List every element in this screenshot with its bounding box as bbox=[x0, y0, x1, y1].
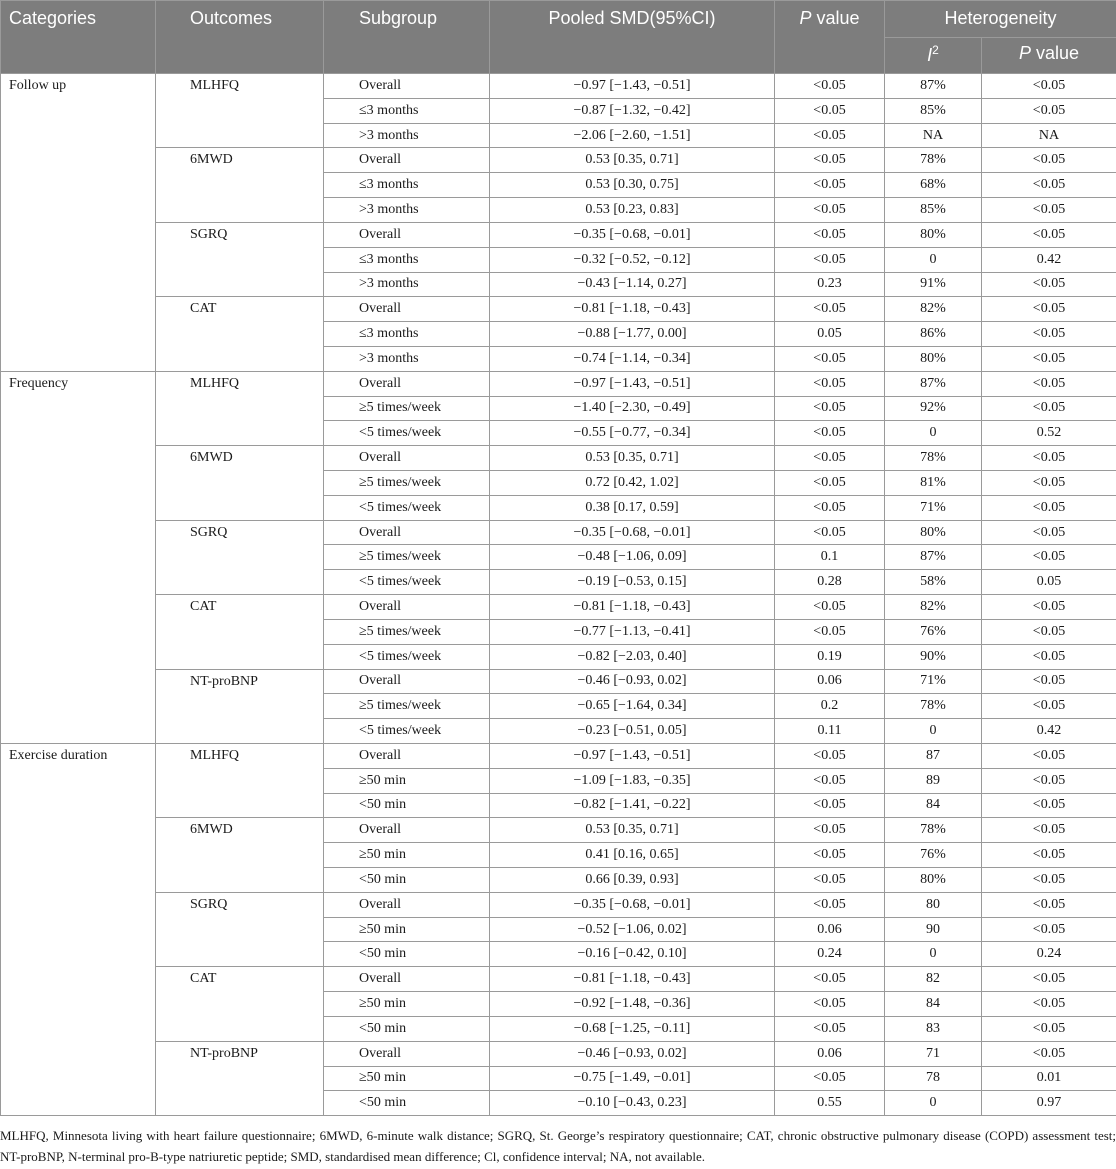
cell-pooled-smd: 0.53 [0.35, 0.71] bbox=[490, 148, 775, 173]
cell-i2: 84 bbox=[885, 992, 982, 1017]
cell-pooled-smd: −0.81 [−1.18, −0.43] bbox=[490, 967, 775, 992]
cell-i2: 71 bbox=[885, 1041, 982, 1066]
cell-pooled-smd: 0.72 [0.42, 1.02] bbox=[490, 471, 775, 496]
cell-het-p-value: <0.05 bbox=[982, 694, 1116, 719]
cell-het-p-value: 0.42 bbox=[982, 247, 1116, 272]
cell-p-value: <0.05 bbox=[775, 595, 885, 620]
cell-outcome: SGRQ bbox=[156, 892, 324, 966]
cell-i2: 0 bbox=[885, 247, 982, 272]
cell-subgroup: ≥50 min bbox=[324, 768, 490, 793]
cell-p-value: <0.05 bbox=[775, 198, 885, 223]
cell-subgroup: ≤3 months bbox=[324, 98, 490, 123]
cell-pooled-smd: −0.82 [−1.41, −0.22] bbox=[490, 793, 775, 818]
cell-pooled-smd: −0.46 [−0.93, 0.02] bbox=[490, 669, 775, 694]
cell-het-p-value: <0.05 bbox=[982, 545, 1116, 570]
cell-het-p-value: <0.05 bbox=[982, 1041, 1116, 1066]
cell-subgroup: <50 min bbox=[324, 1016, 490, 1041]
cell-het-p-value: <0.05 bbox=[982, 471, 1116, 496]
cell-p-value: <0.05 bbox=[775, 992, 885, 1017]
cell-p-value: <0.05 bbox=[775, 74, 885, 99]
cell-pooled-smd: −0.35 [−0.68, −0.01] bbox=[490, 892, 775, 917]
cell-i2: 84 bbox=[885, 793, 982, 818]
cell-outcome: MLHFQ bbox=[156, 371, 324, 445]
cell-category: Exercise duration bbox=[1, 743, 156, 1115]
table-row bbox=[1, 818, 1116, 843]
cell-het-p-value: <0.05 bbox=[982, 495, 1116, 520]
cell-pooled-smd: −0.55 [−0.77, −0.34] bbox=[490, 421, 775, 446]
table-row bbox=[1, 148, 1116, 173]
cell-pooled-smd: −0.81 [−1.18, −0.43] bbox=[490, 595, 775, 620]
cell-outcome: MLHFQ bbox=[156, 743, 324, 817]
cell-subgroup: ≤3 months bbox=[324, 322, 490, 347]
cell-i2: 90 bbox=[885, 917, 982, 942]
cell-pooled-smd: −0.87 [−1.32, −0.42] bbox=[490, 98, 775, 123]
cell-pooled-smd: 0.53 [0.30, 0.75] bbox=[490, 173, 775, 198]
p-rest: value bbox=[811, 8, 860, 28]
cell-i2: 78% bbox=[885, 694, 982, 719]
cell-p-value: <0.05 bbox=[775, 222, 885, 247]
cell-het-p-value: <0.05 bbox=[982, 297, 1116, 322]
cell-subgroup: ≥5 times/week bbox=[324, 396, 490, 421]
cell-i2: 89 bbox=[885, 768, 982, 793]
cell-pooled-smd: −0.16 [−0.42, 0.10] bbox=[490, 942, 775, 967]
cell-i2: 78% bbox=[885, 818, 982, 843]
cell-p-value: <0.05 bbox=[775, 148, 885, 173]
cell-outcome: 6MWD bbox=[156, 818, 324, 892]
cell-i2: 78% bbox=[885, 148, 982, 173]
cell-pooled-smd: −0.35 [−0.68, −0.01] bbox=[490, 520, 775, 545]
cell-pooled-smd: −0.48 [−1.06, 0.09] bbox=[490, 545, 775, 570]
cell-p-value: 0.23 bbox=[775, 272, 885, 297]
cell-het-p-value: 0.05 bbox=[982, 570, 1116, 595]
cell-het-p-value: 0.01 bbox=[982, 1066, 1116, 1091]
cell-het-p-value: <0.05 bbox=[982, 669, 1116, 694]
cell-subgroup: ≥50 min bbox=[324, 1066, 490, 1091]
cell-outcome: 6MWD bbox=[156, 148, 324, 222]
cell-pooled-smd: −0.43 [−1.14, 0.27] bbox=[490, 272, 775, 297]
cell-pooled-smd: −1.09 [−1.83, −0.35] bbox=[490, 768, 775, 793]
cell-p-value: <0.05 bbox=[775, 868, 885, 893]
cell-subgroup: >3 months bbox=[324, 346, 490, 371]
cell-p-value: <0.05 bbox=[775, 619, 885, 644]
cell-pooled-smd: 0.66 [0.39, 0.93] bbox=[490, 868, 775, 893]
cell-het-p-value: <0.05 bbox=[982, 520, 1116, 545]
cell-p-value: 0.05 bbox=[775, 322, 885, 347]
cell-p-value: <0.05 bbox=[775, 793, 885, 818]
cell-subgroup: >3 months bbox=[324, 272, 490, 297]
cell-pooled-smd: 0.53 [0.35, 0.71] bbox=[490, 818, 775, 843]
cell-pooled-smd: 0.53 [0.23, 0.83] bbox=[490, 198, 775, 223]
cell-p-value: <0.05 bbox=[775, 421, 885, 446]
cell-subgroup: Overall bbox=[324, 892, 490, 917]
cell-het-p-value: <0.05 bbox=[982, 74, 1116, 99]
cell-het-p-value: <0.05 bbox=[982, 396, 1116, 421]
header-p-value bbox=[775, 1, 885, 74]
cell-outcome: 6MWD bbox=[156, 446, 324, 520]
cell-outcome: SGRQ bbox=[156, 222, 324, 296]
cell-het-p-value: <0.05 bbox=[982, 868, 1116, 893]
cell-i2: 87 bbox=[885, 743, 982, 768]
cell-p-value: <0.05 bbox=[775, 297, 885, 322]
i2-sup: 2 bbox=[932, 43, 939, 57]
header-categories: Categories bbox=[1, 1, 156, 74]
cell-het-p-value: <0.05 bbox=[982, 967, 1116, 992]
cell-het-p-value: <0.05 bbox=[982, 917, 1116, 942]
cell-subgroup: Overall bbox=[324, 297, 490, 322]
header-pooled-smd: Pooled SMD(95%CI) bbox=[490, 1, 775, 74]
cell-i2: 71% bbox=[885, 495, 982, 520]
table-row bbox=[1, 595, 1116, 620]
cell-pooled-smd: −0.81 [−1.18, −0.43] bbox=[490, 297, 775, 322]
cell-het-p-value: <0.05 bbox=[982, 198, 1116, 223]
cell-subgroup: ≥5 times/week bbox=[324, 694, 490, 719]
cell-subgroup: <50 min bbox=[324, 942, 490, 967]
cell-i2: 0 bbox=[885, 719, 982, 744]
header-heterogeneity: Heterogeneity bbox=[885, 1, 1116, 38]
table-row bbox=[1, 892, 1116, 917]
cell-subgroup: <5 times/week bbox=[324, 421, 490, 446]
cell-het-p-value: <0.05 bbox=[982, 1016, 1116, 1041]
cell-het-p-value: <0.05 bbox=[982, 818, 1116, 843]
cell-i2: 87% bbox=[885, 371, 982, 396]
table-row bbox=[1, 520, 1116, 545]
het-p-rest: value bbox=[1030, 43, 1080, 63]
table-row bbox=[1, 743, 1116, 768]
cell-p-value: <0.05 bbox=[775, 446, 885, 471]
cell-pooled-smd: −0.97 [−1.43, −0.51] bbox=[490, 371, 775, 396]
table-row bbox=[1, 297, 1116, 322]
cell-pooled-smd: −0.68 [−1.25, −0.11] bbox=[490, 1016, 775, 1041]
cell-het-p-value: <0.05 bbox=[982, 595, 1116, 620]
cell-outcome: MLHFQ bbox=[156, 74, 324, 148]
cell-subgroup: >3 months bbox=[324, 123, 490, 148]
cell-p-value: <0.05 bbox=[775, 396, 885, 421]
cell-het-p-value: <0.05 bbox=[982, 892, 1116, 917]
cell-category: Follow up bbox=[1, 74, 156, 372]
cell-subgroup: <5 times/week bbox=[324, 719, 490, 744]
i2-letter: I bbox=[927, 45, 933, 65]
cell-subgroup: Overall bbox=[324, 1041, 490, 1066]
cell-pooled-smd: −0.97 [−1.43, −0.51] bbox=[490, 743, 775, 768]
cell-i2: 0 bbox=[885, 421, 982, 446]
cell-het-p-value: <0.05 bbox=[982, 173, 1116, 198]
table-row bbox=[1, 1041, 1116, 1066]
cell-p-value: 0.24 bbox=[775, 942, 885, 967]
cell-i2: 76% bbox=[885, 843, 982, 868]
cell-subgroup: ≥5 times/week bbox=[324, 619, 490, 644]
cell-pooled-smd: −0.65 [−1.64, 0.34] bbox=[490, 694, 775, 719]
cell-het-p-value: <0.05 bbox=[982, 346, 1116, 371]
cell-i2: 82% bbox=[885, 297, 982, 322]
cell-i2: 90% bbox=[885, 644, 982, 669]
cell-subgroup: Overall bbox=[324, 446, 490, 471]
cell-pooled-smd: −0.35 [−0.68, −0.01] bbox=[490, 222, 775, 247]
cell-pooled-smd: −2.06 [−2.60, −1.51] bbox=[490, 123, 775, 148]
cell-p-value: 0.2 bbox=[775, 694, 885, 719]
cell-subgroup: <50 min bbox=[324, 793, 490, 818]
header-outcomes: Outcomes bbox=[156, 1, 324, 74]
cell-pooled-smd: −0.10 [−0.43, 0.23] bbox=[490, 1091, 775, 1116]
cell-i2: 80 bbox=[885, 892, 982, 917]
cell-subgroup: ≤3 months bbox=[324, 173, 490, 198]
cell-pooled-smd: −0.88 [−1.77, 0.00] bbox=[490, 322, 775, 347]
cell-pooled-smd: −0.75 [−1.49, −0.01] bbox=[490, 1066, 775, 1091]
cell-p-value: 0.06 bbox=[775, 1041, 885, 1066]
cell-p-value: 0.06 bbox=[775, 669, 885, 694]
cell-pooled-smd: 0.41 [0.16, 0.65] bbox=[490, 843, 775, 868]
cell-subgroup: Overall bbox=[324, 74, 490, 99]
cell-p-value: <0.05 bbox=[775, 495, 885, 520]
header-subgroup: Subgroup bbox=[324, 1, 490, 74]
cell-het-p-value: <0.05 bbox=[982, 644, 1116, 669]
table-row bbox=[1, 74, 1116, 99]
cell-pooled-smd: −0.92 [−1.48, −0.36] bbox=[490, 992, 775, 1017]
cell-het-p-value: <0.05 bbox=[982, 148, 1116, 173]
cell-i2: 78% bbox=[885, 446, 982, 471]
cell-p-value: 0.28 bbox=[775, 570, 885, 595]
cell-p-value: <0.05 bbox=[775, 173, 885, 198]
cell-i2: 83 bbox=[885, 1016, 982, 1041]
cell-pooled-smd: 0.53 [0.35, 0.71] bbox=[490, 446, 775, 471]
cell-het-p-value: 0.24 bbox=[982, 942, 1116, 967]
cell-het-p-value: <0.05 bbox=[982, 843, 1116, 868]
cell-het-p-value: <0.05 bbox=[982, 322, 1116, 347]
cell-i2: 87% bbox=[885, 74, 982, 99]
cell-i2: 80% bbox=[885, 222, 982, 247]
cell-subgroup: Overall bbox=[324, 520, 490, 545]
header-i2 bbox=[885, 38, 982, 74]
table-row bbox=[1, 669, 1116, 694]
cell-subgroup: <50 min bbox=[324, 868, 490, 893]
table-row bbox=[1, 371, 1116, 396]
cell-i2: 0 bbox=[885, 1091, 982, 1116]
cell-i2: 78 bbox=[885, 1066, 982, 1091]
cell-p-value: <0.05 bbox=[775, 967, 885, 992]
cell-subgroup: ≥50 min bbox=[324, 917, 490, 942]
cell-i2: 82% bbox=[885, 595, 982, 620]
table-row bbox=[1, 967, 1116, 992]
cell-i2: 71% bbox=[885, 669, 982, 694]
cell-het-p-value: 0.52 bbox=[982, 421, 1116, 446]
cell-p-value: 0.19 bbox=[775, 644, 885, 669]
cell-het-p-value: <0.05 bbox=[982, 98, 1116, 123]
cell-outcome: CAT bbox=[156, 595, 324, 669]
cell-p-value: <0.05 bbox=[775, 98, 885, 123]
cell-het-p-value: 0.42 bbox=[982, 719, 1116, 744]
cell-pooled-smd: −0.97 [−1.43, −0.51] bbox=[490, 74, 775, 99]
cell-subgroup: Overall bbox=[324, 967, 490, 992]
cell-het-p-value: <0.05 bbox=[982, 446, 1116, 471]
cell-outcome: NT-proBNP bbox=[156, 1041, 324, 1115]
cell-subgroup: Overall bbox=[324, 743, 490, 768]
het-p-italic: P bbox=[1018, 43, 1031, 63]
cell-subgroup: ≥5 times/week bbox=[324, 545, 490, 570]
cell-p-value: <0.05 bbox=[775, 123, 885, 148]
cell-i2: 81% bbox=[885, 471, 982, 496]
cell-i2: 68% bbox=[885, 173, 982, 198]
cell-p-value: 0.06 bbox=[775, 917, 885, 942]
cell-het-p-value: <0.05 bbox=[982, 743, 1116, 768]
cell-category: Frequency bbox=[1, 371, 156, 743]
cell-het-p-value: 0.97 bbox=[982, 1091, 1116, 1116]
cell-subgroup: Overall bbox=[324, 669, 490, 694]
cell-subgroup: Overall bbox=[324, 818, 490, 843]
cell-i2: 80% bbox=[885, 346, 982, 371]
cell-subgroup: ≤3 months bbox=[324, 247, 490, 272]
cell-pooled-smd: −1.40 [−2.30, −0.49] bbox=[490, 396, 775, 421]
cell-subgroup: Overall bbox=[324, 595, 490, 620]
cell-het-p-value: <0.05 bbox=[982, 272, 1116, 297]
cell-subgroup: ≥50 min bbox=[324, 992, 490, 1017]
cell-p-value: <0.05 bbox=[775, 843, 885, 868]
cell-outcome: CAT bbox=[156, 967, 324, 1041]
header-het-p-value bbox=[982, 38, 1116, 74]
cell-pooled-smd: −0.19 [−0.53, 0.15] bbox=[490, 570, 775, 595]
cell-i2: 76% bbox=[885, 619, 982, 644]
cell-i2: 92% bbox=[885, 396, 982, 421]
cell-p-value: <0.05 bbox=[775, 1066, 885, 1091]
cell-outcome: CAT bbox=[156, 297, 324, 371]
table-body bbox=[1, 74, 1116, 1116]
cell-p-value: <0.05 bbox=[775, 247, 885, 272]
cell-het-p-value: <0.05 bbox=[982, 768, 1116, 793]
cell-subgroup: ≥50 min bbox=[324, 843, 490, 868]
cell-subgroup: ≥5 times/week bbox=[324, 471, 490, 496]
cell-subgroup: <50 min bbox=[324, 1091, 490, 1116]
cell-i2: 58% bbox=[885, 570, 982, 595]
table-row bbox=[1, 222, 1116, 247]
cell-het-p-value: NA bbox=[982, 123, 1116, 148]
cell-pooled-smd: −0.82 [−2.03, 0.40] bbox=[490, 644, 775, 669]
table-row bbox=[1, 446, 1116, 471]
cell-outcome: NT-proBNP bbox=[156, 669, 324, 743]
cell-p-value: 0.11 bbox=[775, 719, 885, 744]
cell-subgroup: >3 months bbox=[324, 198, 490, 223]
cell-i2: 80% bbox=[885, 868, 982, 893]
cell-i2: NA bbox=[885, 123, 982, 148]
cell-p-value: <0.05 bbox=[775, 346, 885, 371]
cell-het-p-value: <0.05 bbox=[982, 992, 1116, 1017]
cell-pooled-smd: −0.52 [−1.06, 0.02] bbox=[490, 917, 775, 942]
cell-i2: 87% bbox=[885, 545, 982, 570]
cell-pooled-smd: −0.32 [−0.52, −0.12] bbox=[490, 247, 775, 272]
cell-i2: 85% bbox=[885, 98, 982, 123]
cell-het-p-value: <0.05 bbox=[982, 371, 1116, 396]
p-italic: P bbox=[799, 8, 812, 28]
cell-p-value: <0.05 bbox=[775, 768, 885, 793]
cell-subgroup: Overall bbox=[324, 222, 490, 247]
cell-subgroup: <5 times/week bbox=[324, 570, 490, 595]
cell-i2: 86% bbox=[885, 322, 982, 347]
cell-p-value: <0.05 bbox=[775, 818, 885, 843]
table-footnote: MLHFQ, Minnesota living with heart failure questionnaire; 6MWD, 6-minute walk distance; SGRQ, St. George’s respiratory questionnaire; CAT, chronic obstructive pulmonary disease (COPD) assessment test; NT-proBNP, N-terminal pro-B-type natriuretic peptide; SMD, standardised mean difference; Cl, confidence interval; NA, not available. bbox=[0, 1128, 1116, 1164]
cell-p-value: <0.05 bbox=[775, 471, 885, 496]
cell-p-value: <0.05 bbox=[775, 1016, 885, 1041]
table-header bbox=[1, 1, 1116, 74]
cell-p-value: <0.05 bbox=[775, 371, 885, 396]
cell-i2: 80% bbox=[885, 520, 982, 545]
cell-p-value: <0.05 bbox=[775, 743, 885, 768]
cell-p-value: 0.55 bbox=[775, 1091, 885, 1116]
cell-pooled-smd: −0.74 [−1.14, −0.34] bbox=[490, 346, 775, 371]
cell-pooled-smd: −0.77 [−1.13, −0.41] bbox=[490, 619, 775, 644]
cell-subgroup: <5 times/week bbox=[324, 495, 490, 520]
cell-het-p-value: <0.05 bbox=[982, 793, 1116, 818]
cell-pooled-smd: 0.38 [0.17, 0.59] bbox=[490, 495, 775, 520]
cell-p-value: 0.1 bbox=[775, 545, 885, 570]
cell-pooled-smd: −0.23 [−0.51, 0.05] bbox=[490, 719, 775, 744]
cell-i2: 85% bbox=[885, 198, 982, 223]
cell-i2: 0 bbox=[885, 942, 982, 967]
cell-subgroup: <5 times/week bbox=[324, 644, 490, 669]
cell-subgroup: Overall bbox=[324, 148, 490, 173]
cell-het-p-value: <0.05 bbox=[982, 222, 1116, 247]
cell-p-value: <0.05 bbox=[775, 520, 885, 545]
cell-pooled-smd: −0.46 [−0.93, 0.02] bbox=[490, 1041, 775, 1066]
cell-i2: 82 bbox=[885, 967, 982, 992]
cell-p-value: <0.05 bbox=[775, 892, 885, 917]
cell-het-p-value: <0.05 bbox=[982, 619, 1116, 644]
cell-subgroup: Overall bbox=[324, 371, 490, 396]
cell-outcome: SGRQ bbox=[156, 520, 324, 594]
cell-i2: 91% bbox=[885, 272, 982, 297]
